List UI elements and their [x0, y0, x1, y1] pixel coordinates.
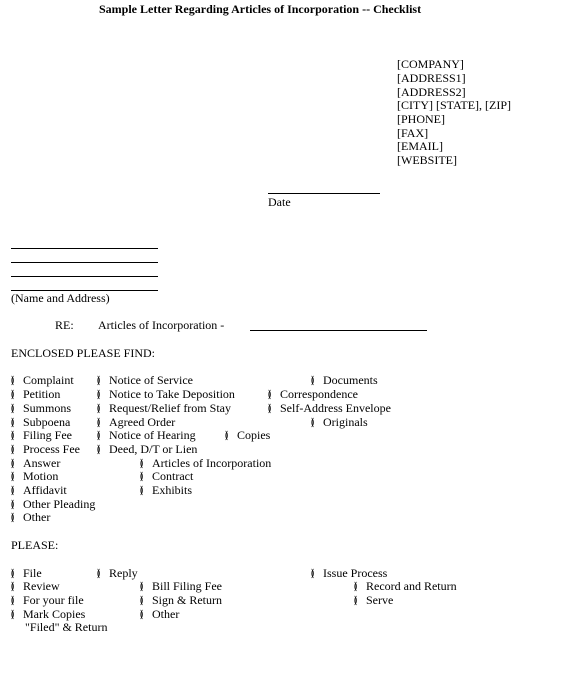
option-label: Exhibits [152, 483, 193, 497]
re-line [250, 330, 427, 331]
checkbox[interactable] [311, 568, 319, 577]
option-label: Complaint [23, 373, 74, 387]
checkbox[interactable] [140, 471, 148, 480]
please-option[interactable] [354, 580, 457, 594]
please-option[interactable] [140, 608, 179, 622]
checkbox[interactable] [140, 595, 148, 604]
option-label: Affidavit [23, 483, 67, 497]
option-label: Reply [109, 566, 138, 580]
letterhead-company: [COMPANY] [397, 57, 464, 71]
enclosed-option[interactable] [11, 511, 50, 525]
option-label: Serve [366, 593, 394, 607]
enclosed-option[interactable] [97, 388, 235, 402]
checkbox[interactable] [140, 581, 148, 590]
checkbox[interactable] [11, 389, 19, 398]
checkbox[interactable] [354, 581, 362, 590]
please-option[interactable] [140, 580, 222, 594]
option-label: Notice to Take Deposition [109, 387, 235, 401]
option-label: Sign & Return [152, 593, 223, 607]
checkbox[interactable] [140, 609, 148, 618]
letterhead-address2: [ADDRESS2] [397, 85, 466, 99]
enclosed-option[interactable] [11, 402, 71, 416]
checkbox[interactable] [11, 417, 19, 426]
re-label: RE: [55, 318, 74, 332]
enclosed-option[interactable] [268, 402, 391, 416]
checkbox[interactable] [311, 375, 319, 384]
letterhead-phone: [PHONE] [397, 112, 445, 126]
option-label: Subpoena [23, 415, 71, 429]
option-label: For your file [23, 593, 84, 607]
enclosed-heading: ENCLOSED PLEASE FIND: [11, 346, 156, 360]
option-label: Notice of Service [109, 373, 193, 387]
letterhead-address1: [ADDRESS1] [397, 71, 466, 85]
checkbox[interactable] [11, 499, 19, 508]
checkbox[interactable] [268, 389, 276, 398]
checkbox[interactable] [97, 444, 105, 453]
option-label: Petition [23, 387, 61, 401]
option-label: Record and Return [366, 579, 457, 593]
option-label: Answer [23, 456, 61, 470]
checkbox[interactable] [225, 430, 233, 439]
letterhead-city-state-zip: [CITY] [STATE], [ZIP] [397, 98, 512, 112]
enclosed-option[interactable] [11, 374, 74, 388]
option-label: Other Pleading [23, 497, 96, 511]
option-label: Articles of Incorporation [152, 456, 272, 470]
address-line-1 [11, 248, 158, 249]
option-label: Correspondence [280, 387, 358, 401]
option-label: File [23, 566, 42, 580]
checkbox[interactable] [11, 471, 19, 480]
option-label: Originals [323, 415, 368, 429]
enclosed-option[interactable] [140, 470, 193, 484]
option-label: Issue Process [323, 566, 388, 580]
option-label: Motion [23, 469, 59, 483]
checkbox[interactable] [97, 417, 105, 426]
checkbox[interactable] [11, 595, 19, 604]
checkbox[interactable] [140, 485, 148, 494]
enclosed-option[interactable] [97, 429, 196, 443]
enclosed-option[interactable] [97, 443, 197, 457]
option-label: Summons [23, 401, 72, 415]
option-label: Notice of Hearing [109, 428, 196, 442]
enclosed-option[interactable] [268, 388, 358, 402]
checkbox[interactable] [97, 568, 105, 577]
checkbox[interactable] [97, 375, 105, 384]
date-line [268, 193, 380, 194]
option-label: Self-Address Envelope [280, 401, 391, 415]
enclosed-option[interactable] [311, 416, 368, 430]
please-option[interactable] [354, 594, 393, 608]
document-title: Sample Letter Regarding Articles of Incorporation -- Checklist [99, 2, 422, 16]
enclosed-option[interactable] [11, 429, 72, 443]
name-address-label: (Name and Address) [11, 291, 110, 305]
option-label: Mark Copies [23, 607, 86, 621]
checkbox[interactable] [11, 403, 19, 412]
checkbox[interactable] [97, 430, 105, 439]
enclosed-option[interactable] [225, 429, 270, 443]
option-label: Documents [323, 373, 378, 387]
enclosed-option[interactable] [140, 484, 192, 498]
enclosed-option[interactable] [11, 470, 58, 484]
option-label: Process Fee [23, 442, 80, 456]
checkbox[interactable] [11, 609, 19, 618]
option-label: Review [23, 579, 60, 593]
option-label: Agreed Order [109, 415, 176, 429]
enclosed-option[interactable] [11, 443, 80, 457]
checkbox[interactable] [354, 595, 362, 604]
option-label: Bill Filing Fee [152, 579, 223, 593]
checkbox[interactable] [11, 430, 19, 439]
enclosed-option[interactable] [97, 374, 193, 388]
checkbox[interactable] [11, 512, 19, 521]
checkbox[interactable] [11, 444, 19, 453]
address-line-3 [11, 276, 158, 277]
checkbox[interactable] [11, 581, 19, 590]
filed-return-text: "Filed" & Return [25, 620, 108, 634]
checkbox[interactable] [11, 485, 19, 494]
letterhead-fax: [FAX] [397, 126, 429, 140]
checkbox[interactable] [11, 458, 19, 467]
checkbox[interactable] [311, 417, 319, 426]
enclosed-option[interactable] [11, 484, 67, 498]
option-label: Contract [152, 469, 194, 483]
re-text: Articles of Incorporation - [98, 318, 225, 332]
enclosed-option[interactable] [97, 402, 231, 416]
enclosed-option[interactable] [11, 388, 60, 402]
option-label: Deed, D/T or Lien [109, 442, 198, 456]
checkbox[interactable] [97, 389, 105, 398]
please-option[interactable] [11, 580, 60, 594]
checkbox[interactable] [140, 458, 148, 467]
option-label: Request/Relief from Stay [109, 401, 231, 415]
please-option[interactable] [140, 594, 222, 608]
checkbox[interactable] [11, 375, 19, 384]
please-option[interactable] [11, 594, 84, 608]
date-label: Date [268, 195, 291, 209]
option-label: Other [23, 510, 51, 524]
please-heading: PLEASE: [11, 538, 59, 552]
checkbox[interactable] [268, 403, 276, 412]
option-label: Filing Fee [23, 428, 73, 442]
option-label: Copies [237, 428, 271, 442]
letterhead-website: [WEBSITE] [397, 153, 457, 167]
please-option[interactable] [97, 567, 138, 581]
checkbox[interactable] [11, 568, 19, 577]
checkbox[interactable] [97, 403, 105, 412]
option-label: Other [152, 607, 180, 621]
letterhead-email: [EMAIL] [397, 139, 443, 153]
enclosed-option[interactable] [311, 374, 378, 388]
address-line-2 [11, 262, 158, 263]
